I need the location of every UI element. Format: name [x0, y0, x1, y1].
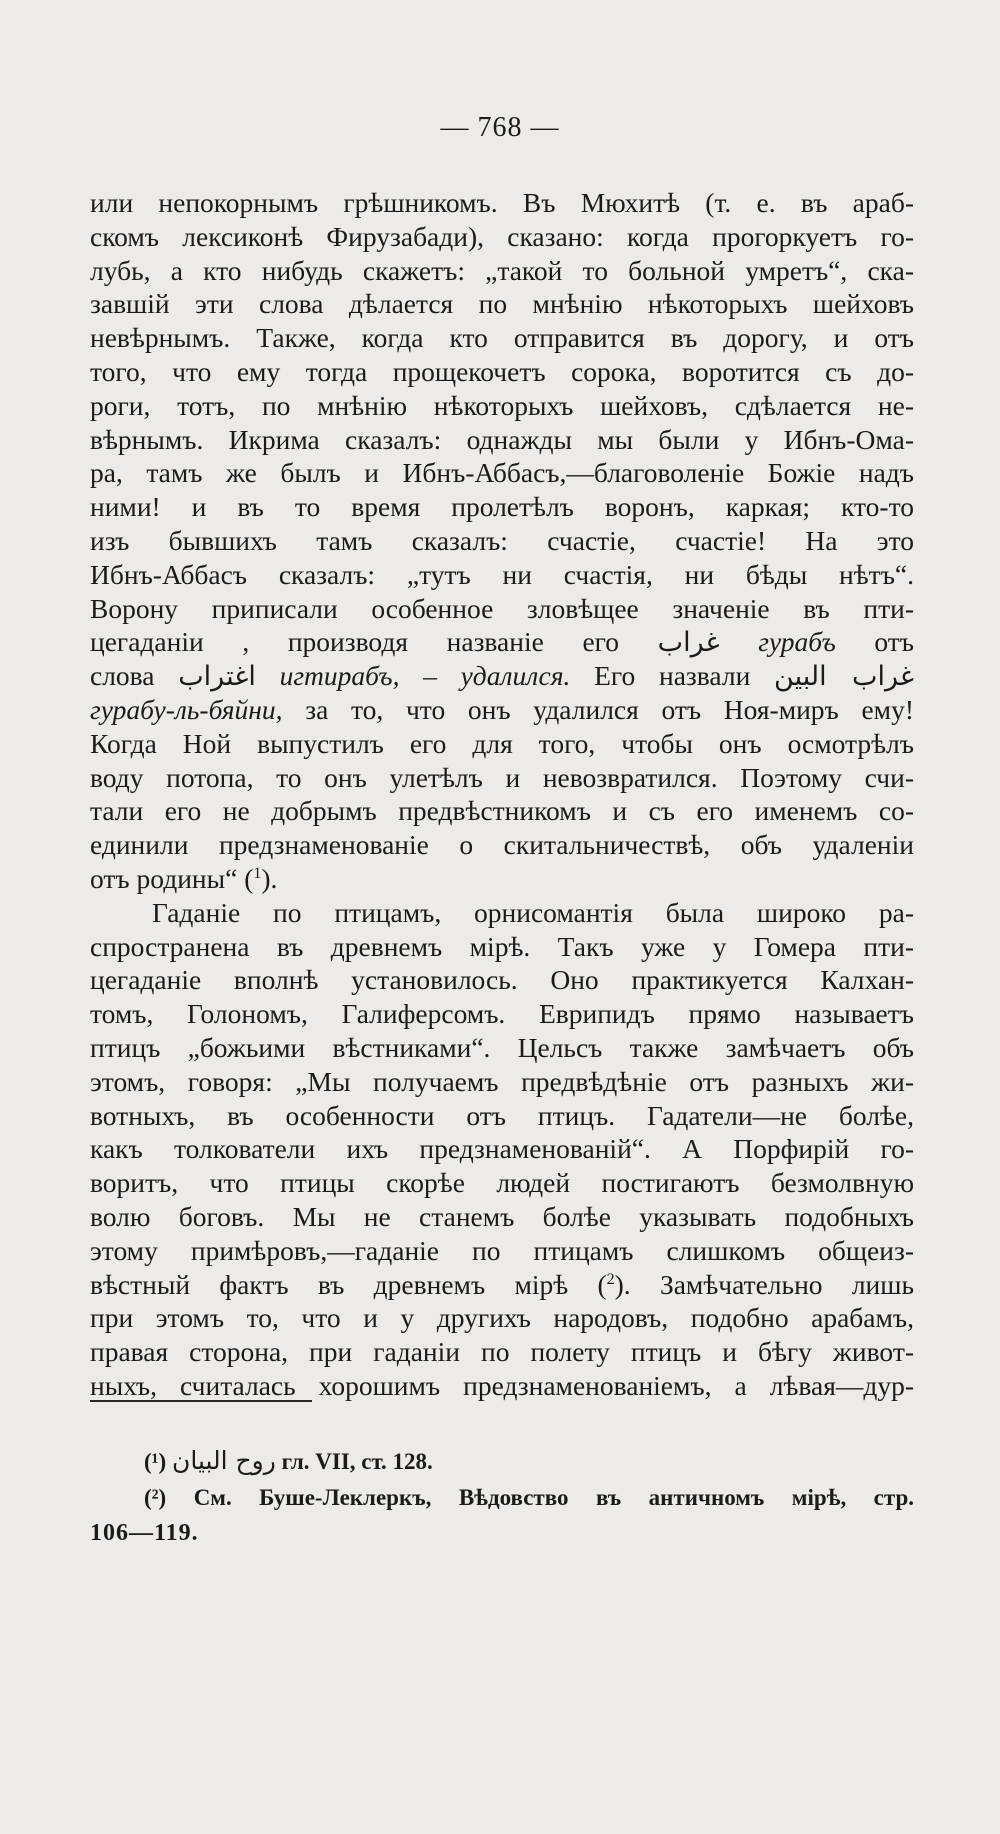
text-line: волю боговъ. Мы не станемъ болѣе указывать подобныхъ [90, 1200, 914, 1232]
text-line [90, 693, 914, 727]
arabic-word: غراب البين [774, 661, 914, 693]
text-segment: слова [90, 660, 155, 692]
footnote-ref: 1 [253, 864, 262, 882]
text-line: ними! и въ то время пролетѣлъ воронъ, каркая; кто-то [90, 491, 914, 523]
paragraph-end-line [90, 862, 914, 896]
text-segment: ). [261, 862, 278, 894]
footnote-mark: (¹) [144, 1449, 167, 1474]
footnotes [90, 1443, 914, 1550]
text-segment: ). Замѣчательно лишь [614, 1268, 914, 1300]
transliteration: гурабъ [758, 626, 836, 658]
text-line: птицъ „божьими вѣстниками“. Цельсъ также замѣчаетъ объ [90, 1031, 914, 1063]
text-line: при этомъ то, что и у другихъ народовъ, подобно арабамъ, [90, 1302, 914, 1334]
text-line: этому примѣровъ,—гаданіе по птицамъ слишкомъ общеиз- [90, 1234, 914, 1266]
text-line: ра, тамъ же былъ и Ибнъ-Аббасъ,—благоволеніе Божіе надъ [90, 457, 914, 489]
text-line: лубь, а кто нибудь скажетъ: „такой то больной умретъ“, ска- [90, 254, 914, 286]
text-line: Ибнъ-Аббасъ сказалъ: „тутъ ни счастія, ни бѣды нѣтъ“. [90, 558, 914, 590]
text-line: Когда Ной выпустилъ его для того, чтобы онъ осмотрѣлъ [90, 727, 914, 759]
footnote-ref: 2 [606, 1270, 615, 1288]
text-segment: цегаданіи , производя названіе его [90, 626, 620, 658]
text-line: вотныхъ, въ особенности отъ птицъ. Гадатели—не болѣе, [90, 1099, 914, 1131]
text-line: воритъ, что птицы скорѣе людей постигаютъ безмолвную [90, 1167, 914, 1199]
text-segment: отъ [874, 626, 914, 658]
text-line: роги, тотъ, по мнѣнію нѣкоторыхъ шейховъ, сдѣлается не- [90, 389, 914, 421]
text-line: единили предзнаменованіе о скитальничествѣ, объ удаленіи [90, 829, 914, 861]
text-line: цегаданіе вполнѣ установилось. Оно практикуется Калхан- [90, 964, 914, 996]
paragraph-first-line: Гаданіе по птицамъ, орнисомантія была широко ра- [152, 896, 914, 928]
arabic-word: غراب [657, 627, 720, 659]
text-line: невѣрнымъ. Также, когда кто отправится въ дорогу, и отъ [90, 322, 914, 354]
main-text [90, 186, 914, 1403]
footnote-2-continuation: 106—119. [90, 1520, 199, 1546]
text-line: или непокорнымъ грѣшникомъ. Въ Мюхитѣ (т. е. въ араб- [90, 187, 914, 218]
text-line: завшій эти слова дѣлается по мнѣнію нѣкоторыхъ шейховъ [90, 288, 914, 320]
arabic-word: اغتراب [178, 661, 256, 693]
text-line: Ворону приписали особенное зловѣщее значеніе въ пти- [90, 592, 914, 624]
text-line: тали его не добрымъ предвѣстникомъ и съ его именемъ со- [90, 795, 914, 827]
text-line: какъ толкователи ихъ предзнаменованій“. А Порфирій го- [90, 1133, 914, 1165]
text-line [90, 1268, 914, 1302]
footnote-mark: (²) [144, 1485, 167, 1510]
footnote-separator [90, 1400, 312, 1402]
footnote-2 [90, 1480, 914, 1516]
footnote-text: См. Буше-Леклеркъ, Вѣдовство въ античномъ мірѣ, стр. [193, 1485, 914, 1510]
text-line: томъ, Голономъ, Галиферсомъ. Еврипидъ прямо называетъ [90, 998, 914, 1030]
text-segment: вѣстный фактъ въ древнемъ мірѣ ( [90, 1268, 607, 1300]
text-line: спространена въ древнемъ мірѣ. Такъ уже у Гомера пти- [90, 930, 914, 962]
text-line: изъ бывшихъ тамъ сказалъ: счастіе, счастіе! На это [90, 524, 914, 556]
text-line: того, что ему тогда прощекочетъ сорока, воротится съ до- [90, 355, 914, 387]
text-segment: Его назвали [594, 660, 751, 692]
arabic-title: روح البيان [171, 1446, 276, 1475]
transliteration: гурабу-ль-бяйни, [90, 693, 283, 725]
text-line: этомъ, говоря: „Мы получаемъ предвѣдѣніе отъ разныхъ жи- [90, 1065, 914, 1097]
text-line-with-arabic [90, 659, 914, 693]
text-line: вѣрнымъ. Икрима сказалъ: однажды мы были у Ибнъ-Ома- [90, 423, 914, 455]
footnote-1 [90, 1443, 914, 1480]
footnote-text: гл. VII, ст. 128. [281, 1449, 433, 1474]
text-line: ныхъ, считалась хорошимъ предзнаменованіемъ, а лѣвая—дур- [90, 1369, 914, 1401]
text-line: скомъ лексиконѣ Фирузабади), сказано: когда прогоркуетъ го- [90, 220, 914, 252]
text-line: правая сторона, при гаданіи по полету птицъ и бѣгу живот- [90, 1336, 914, 1368]
text-segment: отъ родины“ ( [90, 862, 254, 894]
text-line-with-arabic [90, 625, 914, 659]
text-line: воду потопа, то онъ улетѣлъ и невозвратился. Поэтому счи- [90, 761, 914, 793]
transliteration: игтирабъ, – удалился. [279, 660, 571, 692]
page-number: — 768 — [440, 112, 560, 143]
text-segment: за то, что онъ удалился отъ Ноя-миръ ему! [305, 693, 914, 725]
